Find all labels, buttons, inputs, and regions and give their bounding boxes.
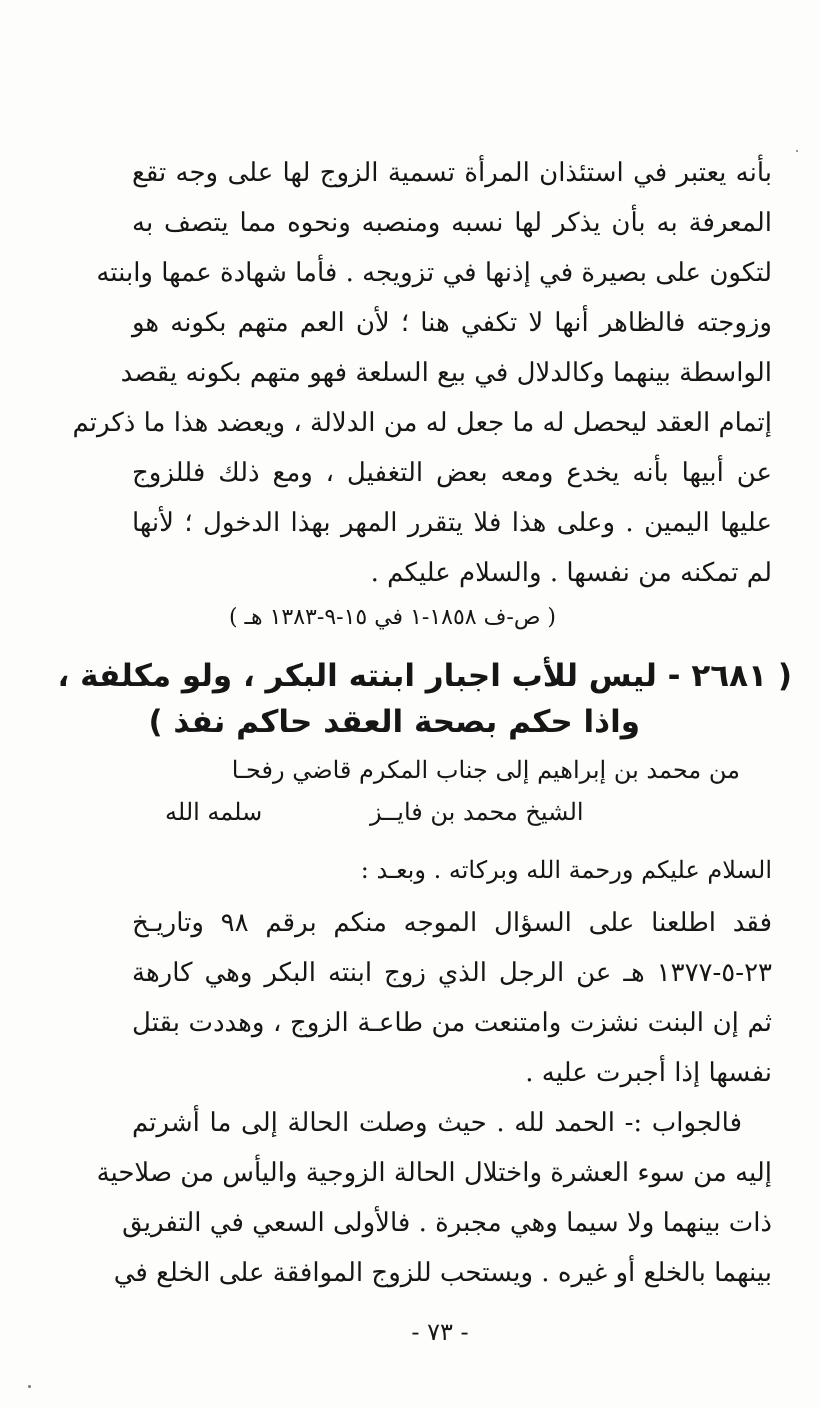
addressee-name: الشيخ محمد بن فايــز (370, 798, 584, 826)
paragraph-line: فقد اطلعنا على السؤال الموجه منكم برقم ٩٨ وتاريـخ (132, 908, 773, 938)
fatwa-heading-line-2: واذا حكم بصحة العقد حاكم نفذ ) (148, 704, 640, 740)
paragraph-line: فالجواب :- الحمد لله . حيث وصلت الحالة إلى ما أشرتم (132, 1108, 742, 1138)
page-number: - ٧٣ - (411, 1318, 469, 1346)
paragraph-line: وزوجته فالظاهر أنها لا تكفي هنا ؛ لأن العم متهم بكونه هو (132, 308, 772, 338)
paragraph-line: ثم إن البنت نشزت وامتنعت من طاعـة الزوج ، وهددت بقتل (132, 1008, 772, 1038)
scan-speck (28, 1385, 31, 1388)
paragraph-line: بينهما بالخلع أو غيره . ويستحب للزوج الموافقة على الخلع في (113, 1258, 772, 1288)
fatwa-reference: ( ص-ف ١٨٥٨-١ في ١٥-٩-١٣٨٣ هـ ) (228, 605, 556, 630)
paragraph-line: لم تمكنه من نفسها . والسلام عليكم . (370, 558, 772, 588)
paragraph-line: ٢٣-٥-١٣٧٧ هـ عن الرجل الذي زوج ابنته البكر وهي كارهة (132, 958, 772, 988)
paragraph-line: عن أبيها بأنه يخدع ومعه بعض التغفيل ، ومع ذلك فللزوج (132, 458, 772, 488)
scan-speck (796, 150, 798, 152)
paragraph-line: الواسطة بينهما وكالدلال في بيع السلعة فهو متهم بكونه يقصد (120, 358, 772, 388)
paragraph-line: إتمام العقد ليحصل له ما جعل له من الدلالة ، ويعضد هذا ما ذكرتم (72, 408, 772, 438)
paragraph-line: ذات بينهما ولا سيما وهي مجبرة . فالأولى السعي في التفريق (122, 1208, 772, 1238)
greeting: السلام عليكم ورحمة الله وبركاته . وبعـد : (360, 856, 772, 884)
paragraph-line: نفسها إذا أجبرت عليه . (525, 1058, 772, 1088)
paragraph-line: عليها اليمين . وعلى هذا فلا يتقرر المهر بهذا الدخول ؛ لأنها (132, 508, 772, 538)
letter-from: من محمد بن إبراهيم إلى جناب المكرم قاضي رفحـا (231, 756, 740, 784)
paragraph-line: المعرفة به بأن يذكر لها نسبه ومنصبه ونحوه مما يتصف به (132, 208, 772, 238)
fatwa-heading-line-1: ( ٢٦٨١ - ليس للأب اجبار ابنته البكر ، ولو مكلفة ، (57, 658, 792, 694)
paragraph-line: لتكون على بصيرة في إذنها في تزويجه . فأما شهادة عمها وابنته (96, 258, 772, 288)
paragraph-line: بأنه يعتبر في استئذان المرأة تسمية الزوج لها على وجه تقع (132, 158, 772, 188)
addressee-blessing: سلمه الله (165, 798, 263, 826)
paragraph-line: إليه من سوء العشرة واختلال الحالة الزوجية واليأس من صلاحية (96, 1158, 772, 1188)
